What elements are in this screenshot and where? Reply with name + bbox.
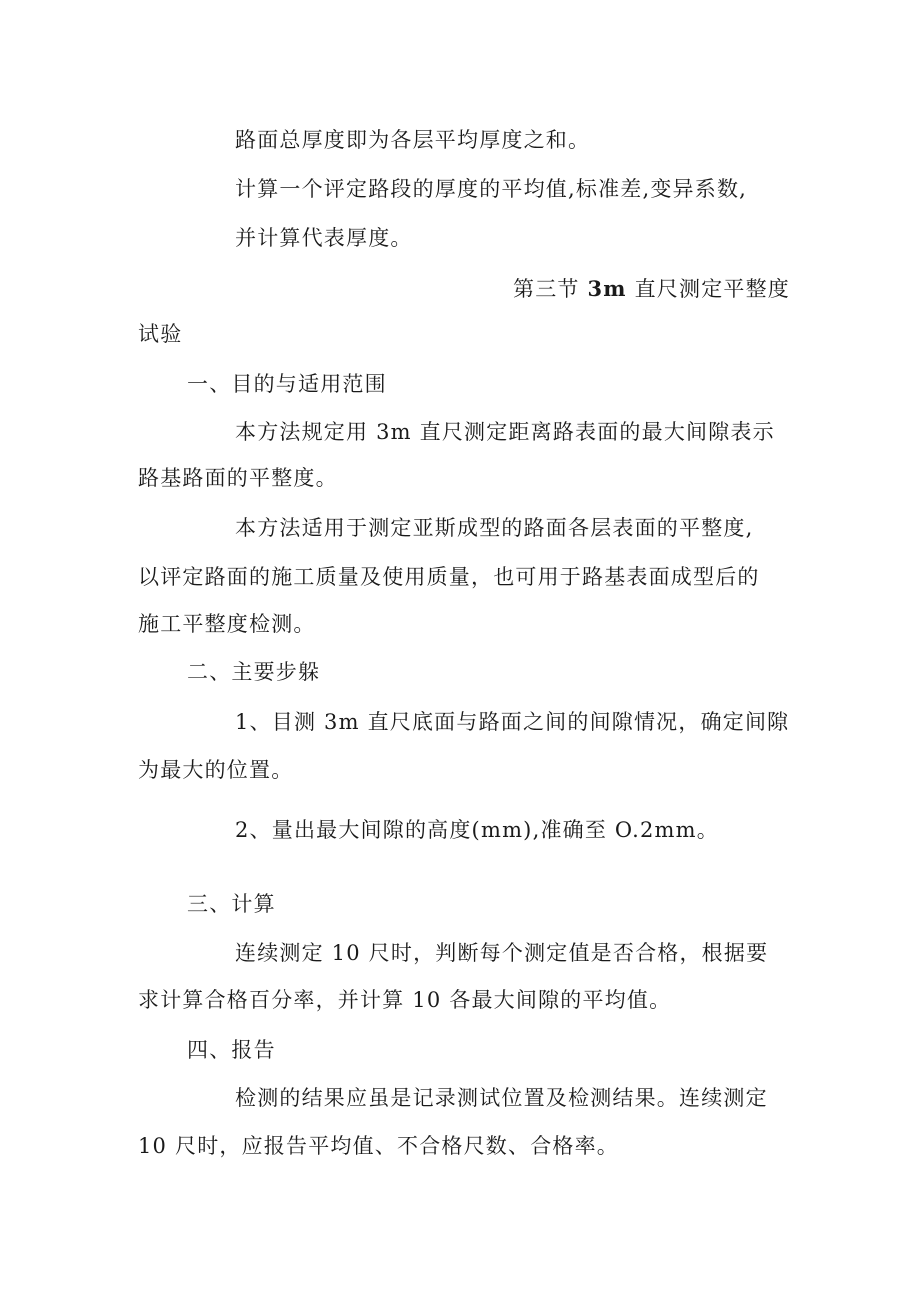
part3-p-line-1: 连续测定 10 尺时，判断每个测定值是否合格，根据要 (235, 941, 769, 965)
part2-heading: 二、主要步躲 (187, 660, 321, 684)
part1-heading: 一、目的与适用范围 (187, 372, 387, 396)
section-title-bold: 3m (587, 276, 627, 301)
part4-heading: 四、报告 (187, 1038, 276, 1062)
section-title-prefix: 第三节 (513, 277, 588, 301)
section-title-suffix: 直尺测定平整度 (626, 277, 790, 301)
part2-step1-line-2: 为最大的位置。 (138, 758, 294, 782)
part2-step2-line-1: 2、量出最大间隙的高度(mm),准确至 O.2mm。 (235, 818, 719, 842)
part1-p2-line-3: 施工平整度检测。 (138, 612, 316, 636)
section-title (513, 275, 790, 303)
section-title-continuation: 试验 (138, 322, 183, 346)
part1-p1-line-1: 本方法规定用 3m 直尺测定距离路表面的最大间隙表示 (235, 420, 775, 444)
part4-p-line-2: 10 尺时，应报告平均值、不合格尺数、合格率。 (138, 1134, 619, 1158)
part1-p2-line-2: 以评定路面的施工质量及使用质量，也可用于路基表面成型后的 (138, 565, 760, 589)
intro-line-3: 并计算代表厚度。 (235, 226, 413, 250)
part2-step1-line-1: 1、目测 3m 直尺底面与路面之间的间隙情况，确定间隙 (235, 710, 790, 734)
part1-p1-line-2: 路基路面的平整度。 (138, 466, 338, 490)
part3-p-line-2: 求计算合格百分率，并计算 10 各最大间隙的平均值。 (138, 988, 672, 1012)
part3-heading: 三、计算 (187, 892, 276, 916)
part4-p-line-1: 检测的结果应虽是记录测试位置及检测结果。连续测定 (235, 1086, 768, 1110)
intro-line-2: 计算一个评定路段的厚度的平均值,标准差,变异系数, (235, 177, 748, 201)
intro-line-1: 路面总厚度即为各层平均厚度之和。 (235, 128, 591, 152)
part1-p2-line-1: 本方法适用于测定亚斯成型的路面各层表面的平整度, (235, 516, 754, 540)
